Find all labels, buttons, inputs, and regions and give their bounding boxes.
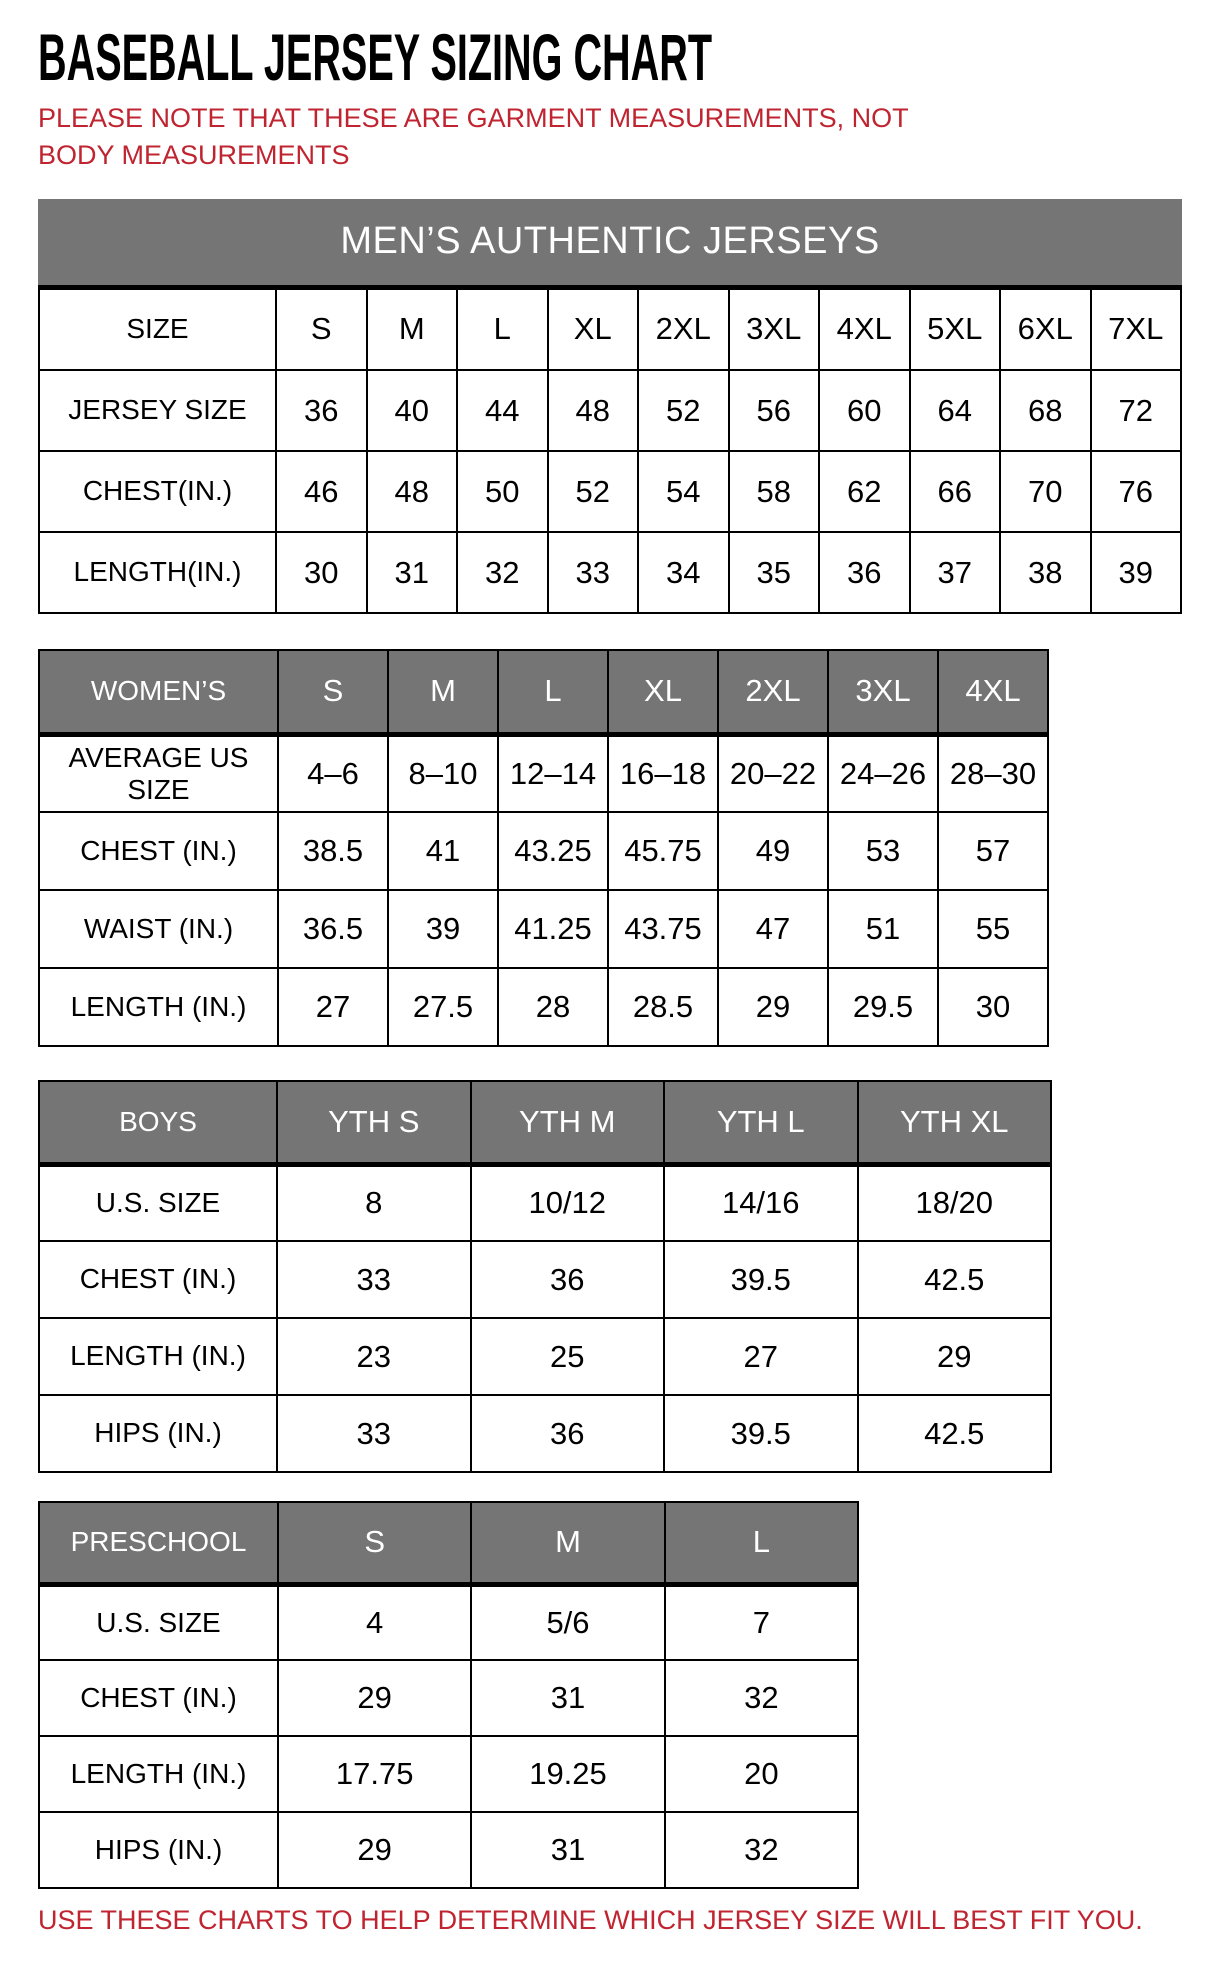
value-cell: 40	[367, 370, 458, 451]
value-cell: 4	[278, 1584, 471, 1660]
value-cell: 56	[729, 370, 820, 451]
value-cell: 52	[638, 370, 729, 451]
value-cell: 57	[938, 812, 1048, 890]
row-label: CHEST(IN.)	[39, 451, 276, 532]
value-cell: 50	[457, 451, 548, 532]
value-cell: 72	[1091, 370, 1182, 451]
header-cell: L	[498, 650, 608, 734]
value-cell: XL	[548, 287, 639, 370]
value-cell: 6XL	[1000, 287, 1091, 370]
value-cell: 18/20	[858, 1164, 1052, 1241]
value-cell: S	[276, 287, 367, 370]
table-row	[39, 1081, 1051, 1164]
value-cell: 30	[276, 532, 367, 613]
value-cell: 51	[828, 890, 938, 968]
value-cell: 32	[665, 1660, 858, 1736]
value-cell: 39	[1091, 532, 1182, 613]
value-cell: 47	[718, 890, 828, 968]
value-cell: 38	[1000, 532, 1091, 613]
table-row	[39, 370, 1181, 451]
row-label: U.S. SIZE	[39, 1164, 277, 1241]
value-cell: 44	[457, 370, 548, 451]
header-cell: S	[278, 1502, 471, 1584]
value-cell: 66	[910, 451, 1001, 532]
row-label: HIPS (IN.)	[39, 1395, 277, 1472]
value-cell: 36	[819, 532, 910, 613]
value-cell: 39.5	[664, 1241, 858, 1318]
value-cell: 5XL	[910, 287, 1001, 370]
value-cell: 3XL	[729, 287, 820, 370]
value-cell: 28.5	[608, 968, 718, 1046]
value-cell: 2XL	[638, 287, 729, 370]
table-row	[39, 1812, 858, 1888]
value-cell: 55	[938, 890, 1048, 968]
value-cell: 31	[471, 1660, 664, 1736]
value-cell: 27	[278, 968, 388, 1046]
value-cell: 25	[471, 1318, 665, 1395]
value-cell: 36	[471, 1241, 665, 1318]
value-cell: 29	[718, 968, 828, 1046]
table-row	[39, 1502, 858, 1584]
value-cell: 28	[498, 968, 608, 1046]
value-cell: 33	[277, 1395, 471, 1472]
value-cell: 38.5	[278, 812, 388, 890]
row-label: CHEST (IN.)	[39, 1660, 278, 1736]
value-cell: 68	[1000, 370, 1091, 451]
row-label: PRESCHOOL	[39, 1502, 278, 1584]
value-cell: L	[457, 287, 548, 370]
table-row	[39, 890, 1048, 968]
row-label: BOYS	[39, 1081, 277, 1164]
value-cell: 24–26	[828, 734, 938, 812]
value-cell: 64	[910, 370, 1001, 451]
value-cell: 54	[638, 451, 729, 532]
value-cell: 42.5	[858, 1241, 1052, 1318]
row-label: JERSEY SIZE	[39, 370, 276, 451]
womens-size-table	[38, 649, 1049, 1047]
value-cell: 27	[664, 1318, 858, 1395]
value-cell: 62	[819, 451, 910, 532]
value-cell: 19.25	[471, 1736, 664, 1812]
row-label: WAIST (IN.)	[39, 890, 278, 968]
value-cell: 23	[277, 1318, 471, 1395]
header-cell: 4XL	[938, 650, 1048, 734]
boys-size-table	[38, 1080, 1052, 1473]
value-cell: 4XL	[819, 287, 910, 370]
value-cell: 29.5	[828, 968, 938, 1046]
value-cell: 48	[367, 451, 458, 532]
row-label: LENGTH (IN.)	[39, 1736, 278, 1812]
row-label: LENGTH (IN.)	[39, 968, 278, 1046]
header-cell: YTH XL	[858, 1081, 1052, 1164]
header-cell: M	[388, 650, 498, 734]
value-cell: 29	[858, 1318, 1052, 1395]
header-cell: 3XL	[828, 650, 938, 734]
preschool-size-table	[38, 1501, 859, 1889]
header-cell: 2XL	[718, 650, 828, 734]
value-cell: 31	[367, 532, 458, 613]
value-cell: 31	[471, 1812, 664, 1888]
row-label: LENGTH (IN.)	[39, 1318, 277, 1395]
value-cell: 76	[1091, 451, 1182, 532]
value-cell: 28–30	[938, 734, 1048, 812]
value-cell: 7XL	[1091, 287, 1182, 370]
value-cell: 49	[718, 812, 828, 890]
value-cell: 17.75	[278, 1736, 471, 1812]
value-cell: 32	[665, 1812, 858, 1888]
value-cell: 41	[388, 812, 498, 890]
header-cell: M	[471, 1502, 664, 1584]
value-cell: 36	[471, 1395, 665, 1472]
row-label: LENGTH(IN.)	[39, 532, 276, 613]
table-row	[39, 650, 1048, 734]
table-row	[39, 1736, 858, 1812]
value-cell: 29	[278, 1660, 471, 1736]
value-cell: 33	[548, 532, 639, 613]
table-row	[39, 968, 1048, 1046]
header-cell: XL	[608, 650, 718, 734]
value-cell: 8–10	[388, 734, 498, 812]
value-cell: 4–6	[278, 734, 388, 812]
table-row	[39, 1164, 1051, 1241]
value-cell: 36.5	[278, 890, 388, 968]
value-cell: 53	[828, 812, 938, 890]
value-cell: 70	[1000, 451, 1091, 532]
row-label: U.S. SIZE	[39, 1584, 278, 1660]
header-cell: YTH L	[664, 1081, 858, 1164]
value-cell: 34	[638, 532, 729, 613]
header-cell: YTH S	[277, 1081, 471, 1164]
header-cell: YTH M	[471, 1081, 665, 1164]
value-cell: 46	[276, 451, 367, 532]
header-cell: S	[278, 650, 388, 734]
table-row	[39, 1395, 1051, 1472]
table-row	[39, 1584, 858, 1660]
table-row	[39, 1660, 858, 1736]
table-row	[39, 1318, 1051, 1395]
value-cell: 36	[276, 370, 367, 451]
value-cell: 20–22	[718, 734, 828, 812]
header-cell: L	[665, 1502, 858, 1584]
value-cell: M	[367, 287, 458, 370]
value-cell: 35	[729, 532, 820, 613]
row-label: CHEST (IN.)	[39, 1241, 277, 1318]
table-row	[39, 1241, 1051, 1318]
value-cell: 12–14	[498, 734, 608, 812]
mens-banner: MEN’S AUTHENTIC JERSEYS	[38, 199, 1182, 285]
value-cell: 60	[819, 370, 910, 451]
value-cell: 29	[278, 1812, 471, 1888]
table-row	[39, 812, 1048, 890]
value-cell: 30	[938, 968, 1048, 1046]
value-cell: 43.25	[498, 812, 608, 890]
garment-measurement-note: PLEASE NOTE THAT THESE ARE GARMENT MEASUREMENTS, NOT BODY MEASUREMENTS	[38, 103, 909, 171]
table-row	[39, 287, 1181, 370]
value-cell: 27.5	[388, 968, 498, 1046]
value-cell: 7	[665, 1584, 858, 1660]
row-label: HIPS (IN.)	[39, 1812, 278, 1888]
value-cell: 37	[910, 532, 1001, 613]
value-cell: 8	[277, 1164, 471, 1241]
page-title: BASEBALL JERSEY SIZING CHART	[38, 20, 713, 94]
value-cell: 48	[548, 370, 639, 451]
value-cell: 58	[729, 451, 820, 532]
value-cell: 39.5	[664, 1395, 858, 1472]
table-row	[39, 532, 1181, 613]
value-cell: 42.5	[858, 1395, 1052, 1472]
fit-advice-footer: USE THESE CHARTS TO HELP DETERMINE WHICH JERSEY SIZE WILL BEST FIT YOU.	[38, 1905, 1143, 1935]
row-label: SIZE	[39, 287, 276, 370]
row-label: WOMEN’S	[39, 650, 278, 734]
value-cell: 33	[277, 1241, 471, 1318]
value-cell: 41.25	[498, 890, 608, 968]
table-row	[39, 734, 1048, 812]
value-cell: 43.75	[608, 890, 718, 968]
value-cell: 16–18	[608, 734, 718, 812]
value-cell: 32	[457, 532, 548, 613]
value-cell: 45.75	[608, 812, 718, 890]
value-cell: 5/6	[471, 1584, 664, 1660]
table-row	[39, 451, 1181, 532]
row-label: CHEST (IN.)	[39, 812, 278, 890]
row-label: AVERAGE US SIZE	[39, 734, 278, 812]
mens-size-table	[38, 285, 1182, 615]
value-cell: 39	[388, 890, 498, 968]
value-cell: 14/16	[664, 1164, 858, 1241]
value-cell: 52	[548, 451, 639, 532]
value-cell: 20	[665, 1736, 858, 1812]
value-cell: 10/12	[471, 1164, 665, 1241]
